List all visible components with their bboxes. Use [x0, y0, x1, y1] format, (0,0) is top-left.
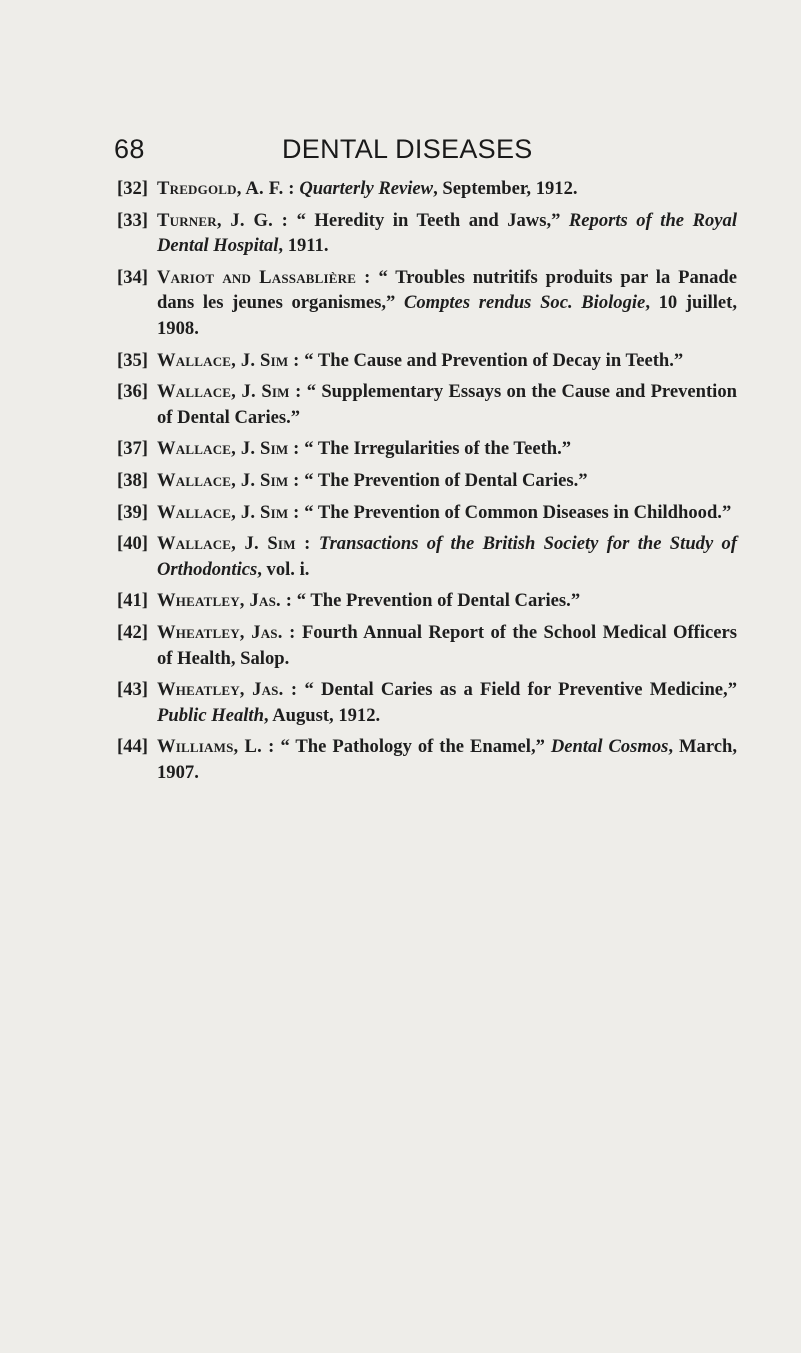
reference-item	[117, 176, 737, 202]
running-title: DENTAL DISEASES	[282, 134, 533, 164]
reference-number: [32]	[117, 178, 148, 199]
reference-item	[117, 620, 737, 671]
reference-text: “ Dental Caries as a Field for Preventive Medicine,”	[297, 679, 737, 701]
reference-number: [36]	[117, 381, 148, 403]
reference-author: Wallace, J. Sim :	[157, 533, 311, 555]
reference-author: Wallace, J. Sim :	[157, 501, 300, 523]
reference-author: Tredgold, A. F. :	[157, 178, 295, 199]
reference-text: “ The Pathology of the Enamel,”	[274, 736, 551, 758]
reference-number: [40]	[117, 533, 148, 555]
reference-text: “ The Irregularities of the Teeth.”	[299, 438, 572, 460]
reference-item	[117, 734, 737, 785]
reference-item	[117, 208, 737, 259]
reference-number: [43]	[117, 679, 148, 701]
reference-author: Wheatley, Jas. :	[157, 679, 298, 701]
reference-text: “ The Prevention of Common Diseases in Childhood.”	[299, 501, 732, 523]
reference-text: “ Heredity in Teeth and Jaws,”	[288, 209, 569, 231]
reference-author: Turner, J. G. :	[157, 209, 289, 231]
reference-item	[117, 531, 737, 582]
reference-number: [33]	[117, 209, 148, 231]
reference-item	[117, 265, 737, 342]
reference-text: “ The Prevention of Dental Caries.”	[299, 469, 588, 491]
reference-item	[117, 677, 737, 728]
reference-number: [34]	[117, 266, 148, 288]
reference-number: [38]	[117, 469, 148, 491]
reference-text: “ Supplementary Essays on the Cause and Prevention of Dental Caries.”	[157, 381, 737, 428]
reference-number: [41]	[117, 590, 148, 612]
reference-text	[311, 533, 319, 554]
running-header	[114, 134, 558, 168]
reference-text: “ The Prevention of Dental Caries.”	[292, 590, 581, 612]
reference-author: Variot and Lassablière :	[157, 266, 371, 288]
reference-source: Comptes rendus Soc. Biologie	[403, 292, 646, 314]
reference-details: , vol. i.	[257, 558, 310, 580]
reference-number: [37]	[117, 438, 148, 460]
reference-item	[117, 468, 737, 494]
reference-number: [35]	[117, 349, 148, 371]
reference-details: , 1911.	[278, 235, 329, 257]
reference-text: “ Troubles nutritifs produits par la Panade dans les jeunes organismes,”	[157, 266, 737, 314]
reference-source: Dental Cosmos	[550, 736, 669, 758]
reference-text: “ The Cause and Prevention of Decay in Teeth.”	[299, 349, 684, 371]
reference-number: [44]	[117, 736, 148, 758]
reference-source: Reports of the Royal Dental Hospital	[157, 209, 737, 257]
reference-details: , March, 1907.	[157, 736, 737, 783]
reference-source: Transactions of the British Society for the Study of Orthodontics	[157, 533, 738, 580]
reference-number: [42]	[117, 621, 148, 643]
reference-source: Quarterly Review	[299, 178, 434, 199]
reference-item	[117, 588, 737, 614]
reference-list	[117, 176, 737, 791]
reference-details: , September, 1912.	[433, 178, 578, 199]
reference-author: Wheatley, Jas. :	[157, 590, 293, 612]
reference-author: Williams, L. :	[157, 736, 275, 758]
reference-item	[117, 436, 737, 462]
reference-item	[117, 500, 737, 526]
reference-author: Wallace, J. Sim :	[157, 469, 300, 491]
reference-number: [39]	[117, 501, 148, 523]
reference-author: Wallace, J. Sim :	[157, 381, 302, 403]
reference-item	[117, 348, 737, 374]
reference-item	[117, 379, 737, 430]
reference-details: , 10 juillet, 1908.	[157, 292, 737, 339]
reference-text: Fourth Annual Report of the School Medical Officers of Health, Salop.	[157, 621, 737, 669]
reference-author: Wallace, J. Sim :	[157, 438, 300, 460]
reference-source: Public Health	[157, 704, 264, 726]
reference-details: , August, 1912.	[263, 704, 381, 726]
reference-author: Wallace, J. Sim :	[157, 349, 300, 371]
reference-author: Wheatley, Jas. :	[157, 621, 296, 643]
page-number: 68	[114, 134, 145, 164]
